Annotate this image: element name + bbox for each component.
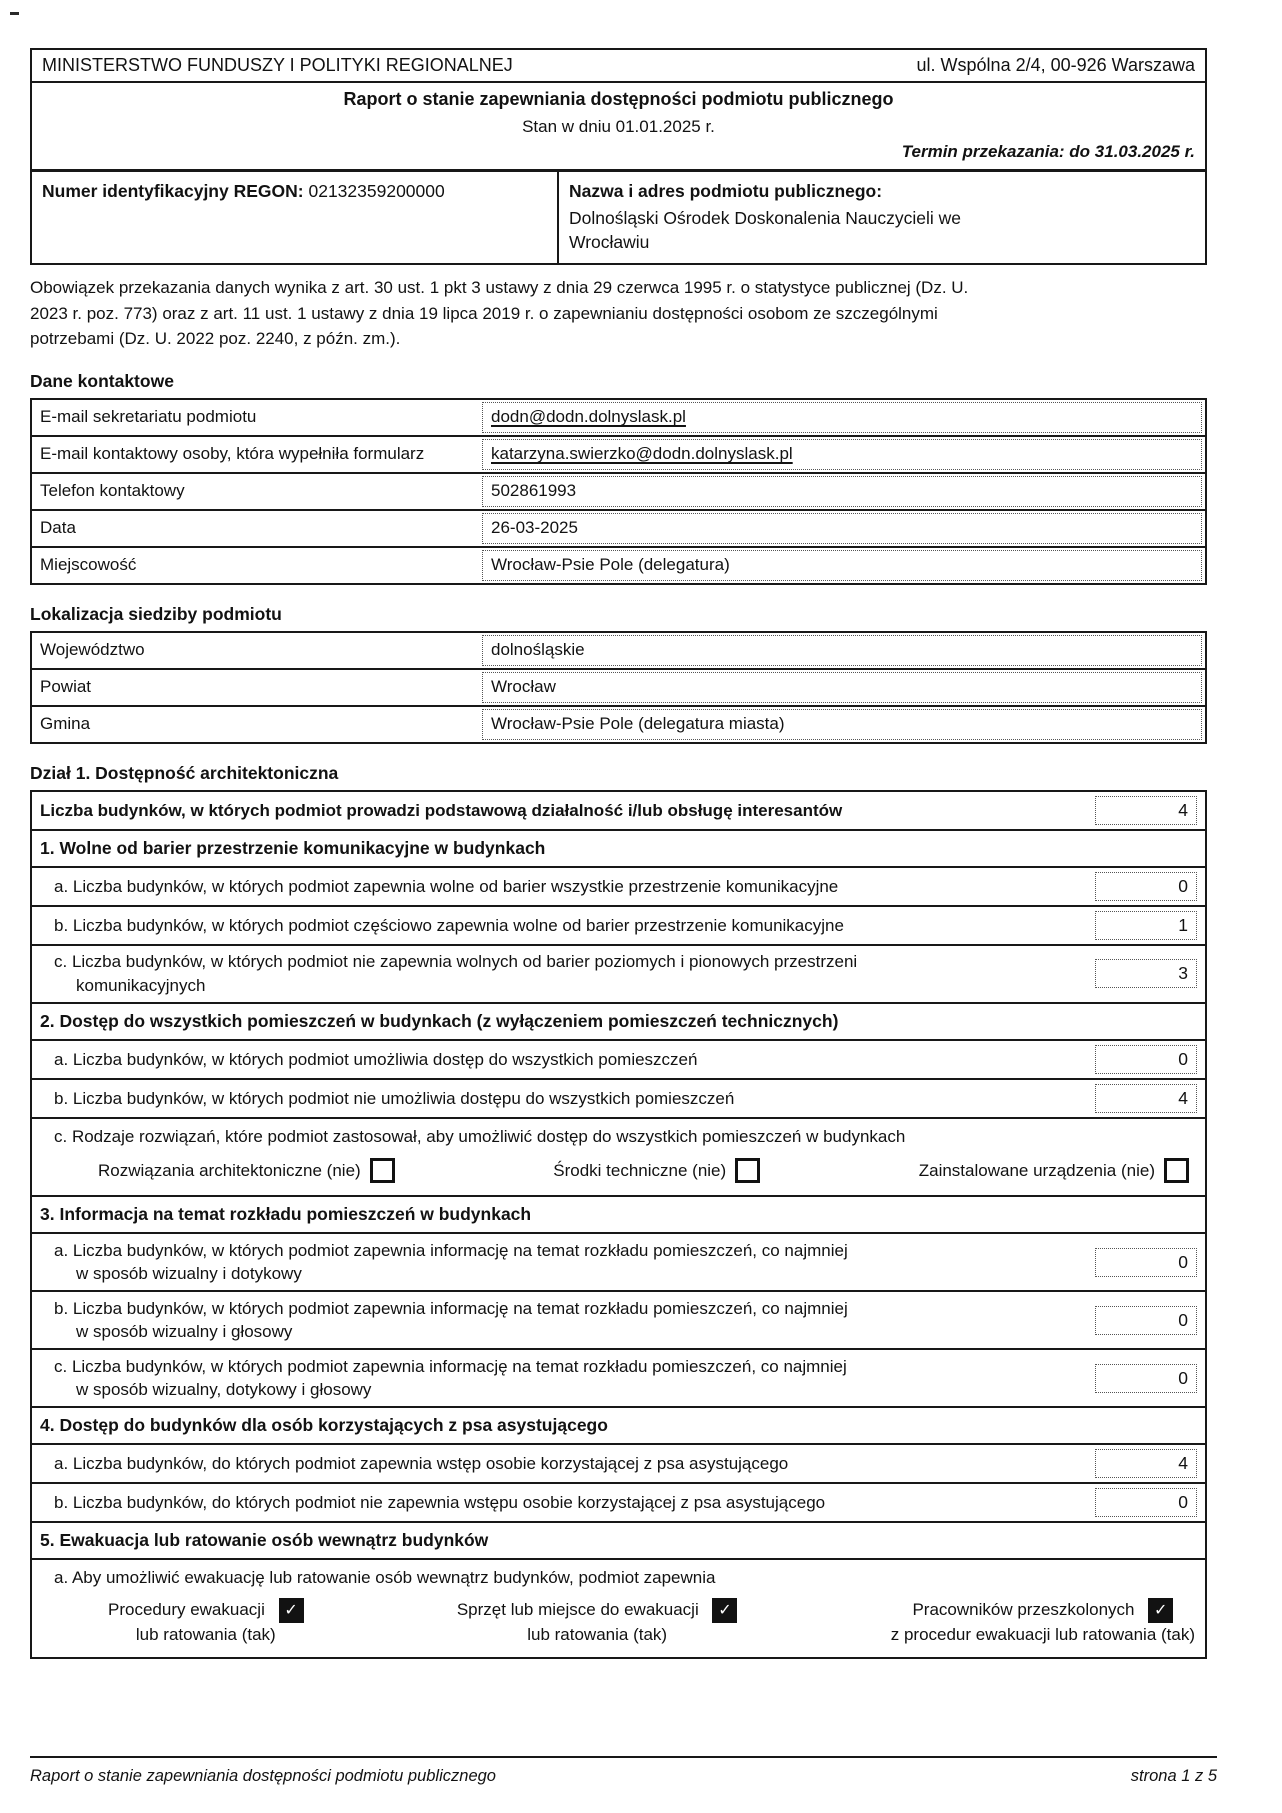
table-row bbox=[32, 907, 1205, 946]
ministry-row bbox=[32, 50, 1205, 83]
checkbox-zainstalowane-urzadzenia[interactable] bbox=[1164, 1158, 1189, 1183]
option-label-line2: lub ratowania (tak) bbox=[135, 1624, 276, 1644]
row-label: Miejscowość bbox=[40, 555, 137, 575]
page-footer bbox=[30, 1756, 1217, 1786]
question-line1: c. Liczba budynków, w których podmiot zapewnia informację na temat rozkładu pomieszczeń, co najmniej bbox=[54, 1356, 847, 1376]
table-row bbox=[32, 1080, 1205, 1119]
question-text: a. Liczba budynków, do których podmiot zapewnia wstęp osobie korzystającej z psa asystującego bbox=[54, 1453, 789, 1473]
value-field[interactable]: 0 bbox=[1095, 1248, 1197, 1277]
question-line2: w sposób wizualny i dotykowy bbox=[76, 1264, 302, 1284]
dzial1-heading: Dział 1. Dostępność architektoniczna bbox=[30, 762, 339, 783]
table-row bbox=[32, 1484, 1205, 1523]
regon-cell bbox=[32, 172, 559, 263]
row-label: Telefon kontaktowy bbox=[40, 481, 185, 501]
question-line1: b. Liczba budynków, w których podmiot zapewnia informację na temat rozkładu pomieszczeń, co najmniej bbox=[54, 1298, 848, 1318]
report-status-date: Stan w dniu 01.01.2025 r. bbox=[522, 117, 715, 136]
question-line2: komunikacyjnych bbox=[76, 975, 206, 995]
table-row bbox=[32, 511, 1205, 548]
question-text: b. Liczba budynków, w których podmiot nie umożliwia dostępu do wszystkich pomieszczeń bbox=[54, 1088, 735, 1108]
table-row bbox=[32, 1350, 1205, 1408]
row-value-cell bbox=[479, 474, 1205, 509]
contact-section-heading: Dane kontaktowe bbox=[30, 370, 174, 391]
row-value-cell bbox=[479, 548, 1205, 583]
value-field[interactable]: 3 bbox=[1095, 959, 1197, 988]
contact-table bbox=[30, 398, 1207, 585]
value-field[interactable]: 0 bbox=[1095, 1488, 1197, 1517]
entity-name: Dolnośląski Ośrodek Doskonalenia Nauczycieli we Wrocławiu bbox=[569, 208, 961, 252]
email-contact-field[interactable] bbox=[482, 439, 1202, 470]
question-line1: c. Liczba budynków, w których podmiot nie zapewnia wolnych od barier poziomych i pionowych przestrzeni bbox=[54, 952, 858, 972]
question-text bbox=[40, 950, 1083, 997]
question-line2: w sposób wizualny, dotykowy i głosowy bbox=[76, 1380, 372, 1400]
row-label: E-mail kontaktowy osoby, która wypełniła formularz bbox=[40, 444, 425, 464]
option-item bbox=[108, 1598, 304, 1648]
report-title: Raport o stanie zapewniania dostępności podmiotu publicznego bbox=[343, 89, 894, 109]
section-header: 4. Dostęp do budynków dla osób korzystających z psa asystującego bbox=[32, 1408, 1205, 1445]
section-header: 5. Ewakuacja lub ratowanie osób wewnątrz budynków bbox=[32, 1523, 1205, 1560]
row-label: E-mail sekretariatu podmiotu bbox=[40, 407, 257, 427]
option-label: Zainstalowane urządzenia (nie) bbox=[918, 1160, 1155, 1180]
legal-note: Obowiązek przekazania danych wynika z art. 30 ust. 1 pkt 3 ustawy z dnia 29 czerwca 1995 r. o statystyce publicznej (Dz. U. 2023 r. poz. 773) oraz z art. 11 ust. 1 ustawy z dnia 19 lipca 2019 r. o zapewnianiu dostępności osobom ze szczególnymi potrzebami (Dz. U. 2022 poz. 2240, z późn. zm.). bbox=[30, 278, 969, 349]
question-text: a. Liczba budynków, w których podmiot zapewnia wolne od barier wszystkie przestrzenie komunikacyjne bbox=[54, 876, 839, 896]
table-row bbox=[32, 946, 1205, 1004]
date-field[interactable]: 26-03-2025 bbox=[482, 513, 1202, 544]
row-label: Województwo bbox=[40, 640, 145, 660]
section-header: 2. Dostęp do wszystkich pomieszczeń w budynkach (z wyłączeniem pomieszczeń technicznych) bbox=[32, 1004, 1205, 1041]
entity-cell bbox=[559, 172, 1205, 263]
scan-artifact-dash bbox=[10, 12, 19, 15]
ministry-address: ul. Wspólna 2/4, 00-926 Warszawa bbox=[916, 55, 1195, 75]
row-value-cell bbox=[479, 707, 1205, 742]
question-line1: a. Liczba budynków, w których podmiot zapewnia informację na temat rozkładu pomieszczeń, co najmniej bbox=[54, 1240, 848, 1260]
option-item bbox=[919, 1158, 1189, 1183]
value-field[interactable]: 1 bbox=[1095, 911, 1197, 940]
option-label-line1: Pracowników przeszkolonych bbox=[912, 1599, 1135, 1619]
option-item bbox=[98, 1158, 395, 1183]
regon-value: 02132359200000 bbox=[308, 181, 445, 201]
table-row bbox=[32, 1119, 1205, 1197]
question-text: a. Liczba budynków, w których podmiot umożliwia dostęp do wszystkich pomieszczeń bbox=[54, 1049, 698, 1069]
email-link[interactable]: dodn@dodn.dolnyslask.pl bbox=[491, 407, 686, 427]
table-row bbox=[32, 1560, 1205, 1657]
ministry-name: MINISTERSTWO FUNDUSZY I POLITYKI REGIONALNEJ bbox=[42, 55, 513, 75]
table-row bbox=[32, 633, 1205, 670]
option-label: Środki techniczne (nie) bbox=[553, 1160, 727, 1180]
option-label-line1: Procedury ewakuacji bbox=[108, 1599, 265, 1619]
table-row bbox=[32, 1041, 1205, 1080]
page-number: strona 1 z 5 bbox=[1130, 1767, 1217, 1785]
question-text: a. Aby umożliwić ewakuację lub ratowanie osób wewnątrz budynków, podmiot zapewnia bbox=[54, 1568, 716, 1588]
option-label: Rozwiązania architektoniczne (nie) bbox=[98, 1160, 361, 1180]
question-text: c. Rodzaje rozwiązań, które podmiot zastosował, aby umożliwić dostęp do wszystkich pomieszczeń w budynkach bbox=[54, 1126, 906, 1146]
option-label-line1: Sprzęt lub miejsce do ewakuacji bbox=[456, 1599, 699, 1619]
email-secretariat-field[interactable] bbox=[482, 402, 1202, 433]
checkbox-rozwiazania-architektoniczne[interactable] bbox=[370, 1158, 395, 1183]
value-field[interactable]: 4 bbox=[1095, 1449, 1197, 1478]
row-value-cell bbox=[479, 400, 1205, 435]
checkbox-sprzet-miejsce-ewakuacji[interactable] bbox=[712, 1598, 737, 1623]
row-value-cell bbox=[479, 633, 1205, 668]
commune-field[interactable]: Wrocław-Psie Pole (delegatura miasta) bbox=[482, 709, 1202, 740]
table-row bbox=[32, 548, 1205, 583]
question-text bbox=[40, 1355, 1083, 1402]
table-row bbox=[32, 1292, 1205, 1350]
row-value-cell bbox=[479, 511, 1205, 546]
question-text: b. Liczba budynków, w których podmiot częściowo zapewnia wolne od barier przestrzenie komunikacyjne bbox=[54, 915, 844, 935]
checkbox-procedury-ewakuacji[interactable] bbox=[279, 1598, 304, 1623]
voivodeship-field[interactable]: dolnośląskie bbox=[482, 635, 1202, 666]
row-value-cell bbox=[479, 670, 1205, 705]
row-label: Data bbox=[40, 518, 76, 538]
table-row bbox=[32, 670, 1205, 707]
table-row bbox=[32, 792, 1205, 831]
solutions-options-row bbox=[40, 1148, 1197, 1187]
report-deadline: Termin przekazania: do 31.03.2025 r. bbox=[901, 142, 1195, 161]
row-label: Powiat bbox=[40, 677, 92, 697]
evacuation-options-row bbox=[40, 1590, 1197, 1648]
option-label-line2: z procedur ewakuacji lub ratowania (tak) bbox=[890, 1624, 1195, 1644]
identification-row bbox=[32, 172, 1205, 263]
row-label: Gmina bbox=[40, 714, 91, 734]
question-text bbox=[40, 1239, 1083, 1286]
question-text: Liczba budynków, w których podmiot prowadzi podstawową działalność i/lub obsługę interesantów bbox=[40, 800, 843, 820]
regon-label: Numer identyfikacyjny REGON: bbox=[42, 181, 304, 201]
table-row bbox=[32, 1234, 1205, 1292]
phone-field[interactable]: 502861993 bbox=[482, 476, 1202, 507]
value-field[interactable]: 4 bbox=[1095, 1084, 1197, 1113]
value-field[interactable]: 0 bbox=[1095, 872, 1197, 901]
value-field[interactable]: 0 bbox=[1095, 1306, 1197, 1335]
section-header: 3. Informacja na temat rozkładu pomieszczeń w budynkach bbox=[32, 1197, 1205, 1234]
city-field[interactable]: Wrocław-Psie Pole (delegatura) bbox=[482, 550, 1202, 581]
table-row bbox=[32, 400, 1205, 437]
question-text bbox=[40, 1297, 1083, 1344]
table-row bbox=[32, 868, 1205, 907]
option-item bbox=[891, 1598, 1195, 1648]
question-line2: w sposób wizualny i głosowy bbox=[76, 1322, 293, 1342]
section-header: 1. Wolne od barier przestrzenie komunikacyjne w budynkach bbox=[32, 831, 1205, 868]
total-buildings-field[interactable]: 4 bbox=[1095, 796, 1197, 825]
value-field[interactable]: 0 bbox=[1095, 1364, 1197, 1393]
county-field[interactable]: Wrocław bbox=[482, 672, 1202, 703]
option-item bbox=[457, 1598, 738, 1648]
checkbox-srodki-techniczne[interactable] bbox=[735, 1158, 760, 1183]
dzial1-table bbox=[30, 790, 1207, 1660]
option-item bbox=[553, 1158, 760, 1183]
location-table bbox=[30, 631, 1207, 744]
footer-title: Raport o stanie zapewniania dostępności podmiotu publicznego bbox=[30, 1767, 496, 1785]
table-row bbox=[32, 1445, 1205, 1484]
value-field[interactable]: 0 bbox=[1095, 1045, 1197, 1074]
entity-label: Nazwa i adres podmiotu publicznego: bbox=[569, 181, 883, 201]
option-label-line2: lub ratowania (tak) bbox=[527, 1624, 668, 1644]
row-value-cell bbox=[479, 437, 1205, 472]
table-row bbox=[32, 437, 1205, 474]
email-link[interactable]: katarzyna.swierzko@dodn.dolnyslask.pl bbox=[491, 444, 793, 464]
header-box bbox=[30, 48, 1207, 265]
checkbox-pracownicy-przeszkoleni[interactable] bbox=[1148, 1598, 1173, 1623]
table-row bbox=[32, 707, 1205, 742]
title-block bbox=[32, 83, 1205, 172]
location-section-heading: Lokalizacja siedziby podmiotu bbox=[30, 603, 282, 624]
table-row bbox=[32, 474, 1205, 511]
question-text: b. Liczba budynków, do których podmiot nie zapewnia wstępu osobie korzystającej z psa asystującego bbox=[54, 1492, 826, 1512]
